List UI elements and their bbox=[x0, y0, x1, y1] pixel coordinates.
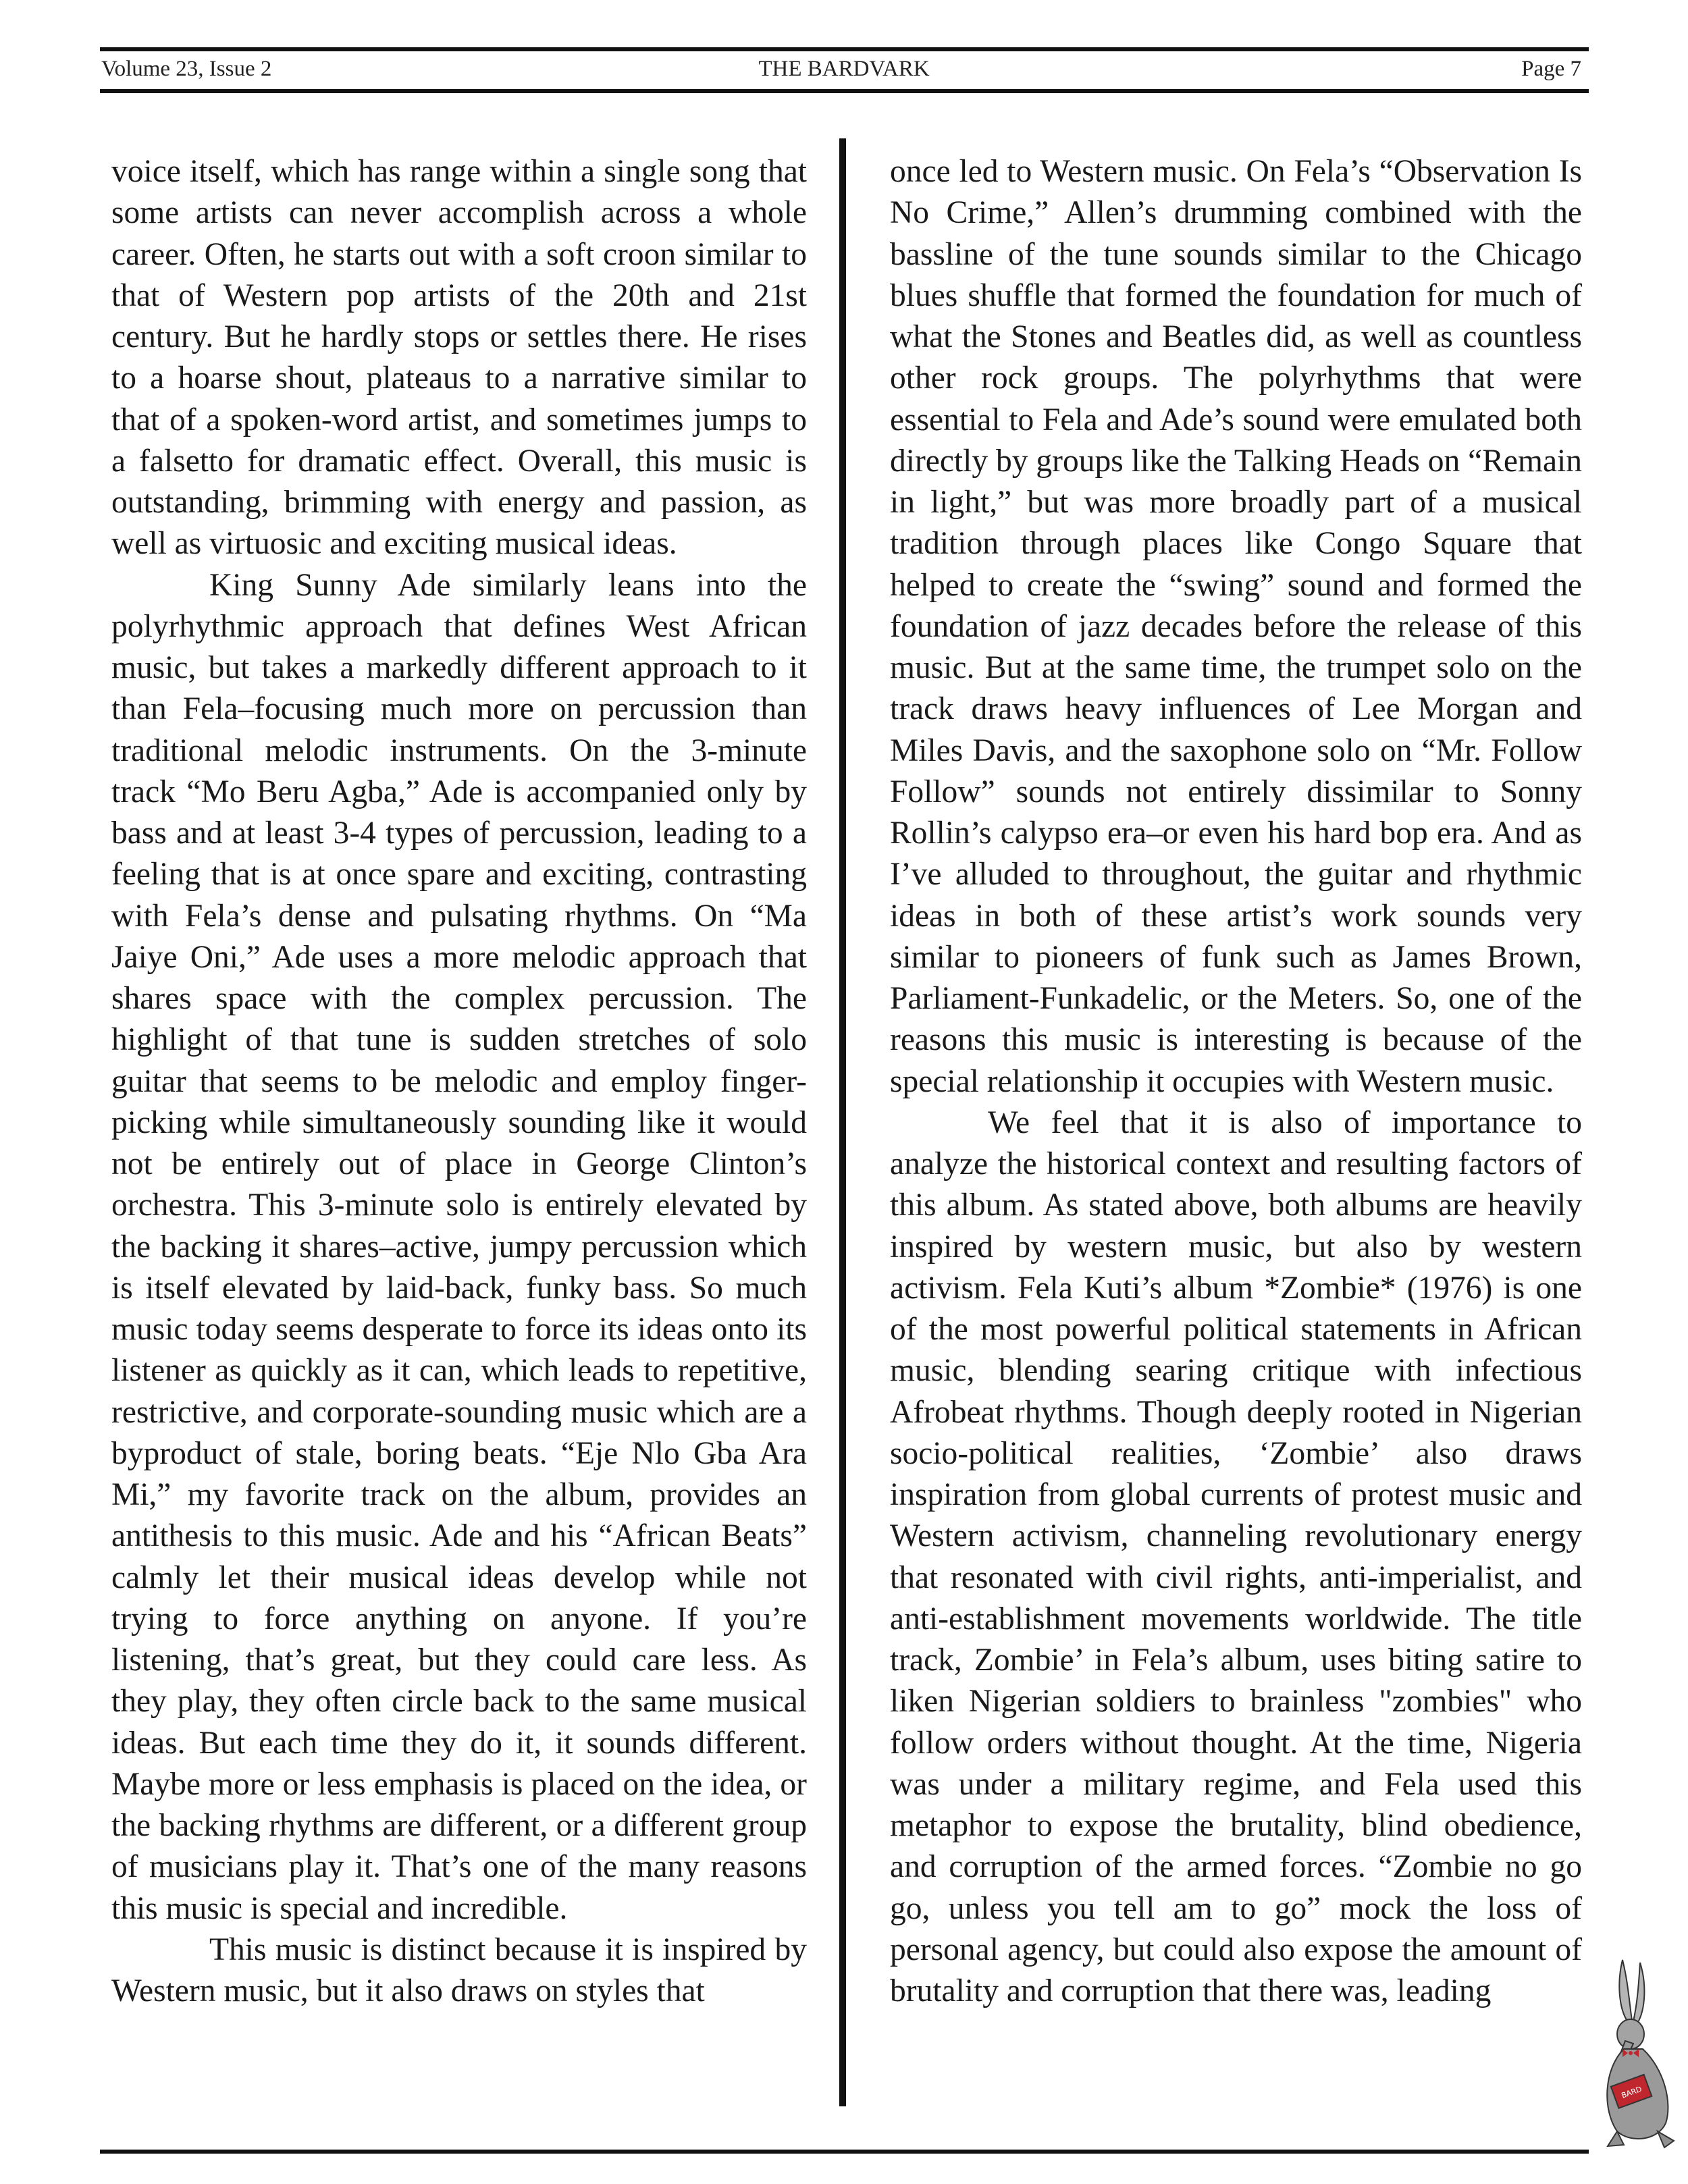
header-rule-bottom bbox=[100, 89, 1589, 93]
svg-text:BARD: BARD bbox=[1620, 2084, 1643, 2100]
page-number: Page 7 bbox=[1521, 57, 1581, 81]
right-paragraph-1: once led to Western music. On Fela’s “Observation Is No Crime,” Allen’s drumming combined with the bassline of the tune sounds similar to the Chicago blues shuffle that formed the foundation for much of what the Stones and Beatles did, as well as countless other rock groups. The polyrhythms that were essential to Fela and Ade’s sound were emulated both directly by groups like the Talking Heads on “Remain in light,” but was more broadly part of a musical tradition through places like Congo Square that helped to create the “swing” sound and formed the foundation of jazz decades before the release of this music. But at the same time, the trumpet solo on the track draws heavy influences of Lee Morgan and Miles Davis, and the saxophone solo on “Mr. Follow Follow” sounds not entirely dissimilar to Sonny Rollin’s calypso era–or even his hard bop era. And as I’ve alluded to throughout, the guitar and rhythmic ideas in both of these artist’s work sounds very similar to pioneers of funk such as James Brown, Parliament-Funkadelic, or the Meters. So, one of the reasons this music is interesting is because of the special relationship it occupies with Western music. bbox=[890, 154, 1582, 1099]
column-divider bbox=[839, 138, 846, 2106]
left-paragraph-3: This music is distinct because it is inspired by Western music, but it also draws on styles that bbox=[111, 1932, 807, 2008]
publication-title: THE BARDVARK bbox=[758, 57, 930, 81]
left-paragraph-1: voice itself, which has range within a single song that some artists can never accomplish across a whole career. Often, he starts out with a soft croon similar to that of Western pop artists of the 20th and 21st century. But he hardly stops or settles there. He rises to a hoarse shout, plateaus to a narrative similar to that of a spoken-word artist, and sometimes jumps to a falsetto for dramatic effect. Overall, this music is outstanding, brimming with energy and passion, as well as virtuosic and exciting musical ideas. bbox=[111, 154, 807, 562]
header-rule-top bbox=[100, 47, 1589, 51]
left-paragraph-2: King Sunny Ade similarly leans into the polyrhythmic approach that defines West African music, but takes a markedly different approach to it than Fela–focusing much more on percussion than traditional melodic instruments. On the 3-minute track “Mo Beru Agba,” Ade is accompanied only by bass and at least 3-4 types of percussion, leading to a feeling that is at once spare and exciting, contrasting with Fela’s dense and pulsating rhythms. On “Ma Jaiye Oni,” Ade uses a more melodic approach that shares space with the complex percussion. The highlight of that tune is sudden stretches of solo guitar that seems to be melodic and employ finger-picking while simultaneously sounding like it would not be entirely out of place in George Clinton’s orchestra. This 3-minute solo is entirely elevated by the backing it shares–active, jumpy percussion which is itself elevated by laid-back, funky bass. So much music today seems desperate to force its ideas onto its listener as quickly as it can, which leads to repetitive, restrictive, and corporate-sounding music which are a byproduct of stale, boring beats. “Eje Nlo Gba Ara Mi,” my favorite track on the album, provides an antithesis to this music. Ade and his “African Beats” calmly let their musical ideas develop while not trying to force anything on anyone. If you’re listening, that’s great, but they could care less. As they play, they often circle back to the same musical ideas. But each time they do it, it sounds different. Maybe more or less emphasis is placed on the idea, or the backing rhythms are different, or a different group of musicians play it. That’s one of the many reasons this music is special and incredible. bbox=[111, 567, 807, 1926]
aardvark-mascot-icon bbox=[1590, 1954, 1678, 2150]
right-paragraph-2: We feel that it is also of importance to analyze the historical context and resulting factors of this album. As stated above, both albums are heavily inspired by western music, but also by western activism. Fela Kuti’s album *Zombie* (1976) is one of the most powerful political statements in African music, blending searing critique with infectious Afrobeat rhythms. Though deeply rooted in Nigerian socio-political realities, ‘Zombie’ also draws inspiration from global currents of protest music and Western activism, channeling revolutionary energy that resonated with civil rights, anti-imperialist, and anti-establishment movements worldwide. The title track, Zombie’ in Fela’s album, uses biting satire to liken Nigerian soldiers to brainless "zombies" who follow orders without thought. At the time, Nigeria was under a military regime, and Fela used this metaphor to expose the brutality, blind obedience, and corruption of the armed forces. “Zombie no go go, unless you tell am to go” mock the loss of personal agency, but could also expose the amount of brutality and corruption that there was, leading bbox=[890, 1104, 1582, 2008]
left-column bbox=[111, 151, 807, 2012]
volume-issue: Volume 23, Issue 2 bbox=[101, 57, 272, 81]
footer-rule bbox=[100, 2150, 1589, 2154]
right-column bbox=[890, 151, 1582, 2012]
